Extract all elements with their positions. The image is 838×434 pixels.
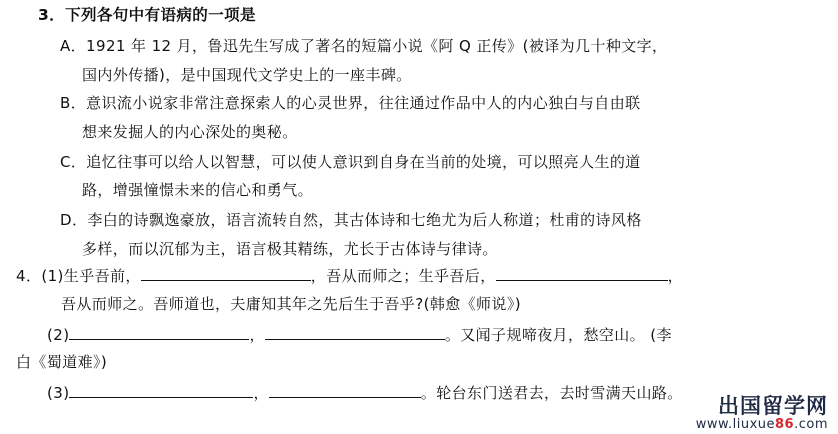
answer-blank-2[interactable] [496,265,668,281]
q4-2-comma: ， [249,326,265,344]
option-a-line-1: A．1921 年 12 月，鲁迅先生写成了著名的短篇小说《阿 Q 正传》(被译为几十种文字， [60,37,668,55]
q4-3-suffix: 。轮台东门送君去，去时雪满天山路。 [420,384,683,402]
q4-1-middle: ，吾从而师之；生乎吾后， [310,267,496,285]
q4-2-suffix: 。又闻子规啼夜月，愁空山。 (李 [444,326,672,344]
q4-1-comma: ， [667,267,684,285]
option-b-line-1: B．意识流小说家非常注意探索人的心灵世界，往往通过作品中人的内心独白与自由联 [60,94,641,112]
option-c-line-2: 路，增强憧憬未来的信心和勇气。 [82,181,314,199]
q4-2-prefix: (2) [47,326,70,344]
question-4-part-1-line-1 [16,265,683,286]
question-4-part-1-line-2: 吾从而师之。吾师道也，夫庸知其年之先后生于吾乎?(韩愈《师说》) [61,295,521,313]
question-3-title: 3．下列各句中有语病的一项是 [38,6,256,24]
question-4-part-2-line-2: 白《蜀道难》) [16,353,108,371]
answer-blank-1[interactable] [141,265,311,281]
option-c-line-1: C．追忆往事可以给人以智慧，可以使人意识到自身在当前的处境，可以照亮人生的道 [60,153,641,171]
question-4-part-2-line-1 [47,324,672,345]
option-a-line-2: 国内外传播)，是中国现代文学史上的一座丰碑。 [82,66,412,84]
site-watermark [696,394,828,432]
answer-blank-3[interactable] [69,324,249,340]
watermark-url-prefix: www.liuxue [695,417,775,432]
answer-blank-6[interactable] [269,382,421,398]
option-d-line-1: D．李白的诗飘逸豪放，语言流转自然，其古体诗和七绝尤为后人称道；杜甫的诗风格 [60,211,642,229]
answer-blank-4[interactable] [265,324,445,340]
q4-3-comma: ， [253,384,269,402]
question-4-part-3-line [47,382,683,403]
q4-3-prefix: (3) [47,384,70,402]
watermark-url-accent: 86 [775,417,795,432]
watermark-site-name: 出国留学网 [718,394,828,418]
option-d-line-2: 多样，而以沉郁为主，语言极其精练，尤长于古体诗与律诗。 [82,240,498,258]
q4-1-prefix: 4．(1)生乎吾前， [16,267,141,285]
answer-blank-5[interactable] [69,382,253,398]
option-b-line-2: 想来发掘人的内心深处的奥秘。 [82,123,298,141]
watermark-url [696,418,828,432]
watermark-url-suffix: .com [794,417,828,432]
